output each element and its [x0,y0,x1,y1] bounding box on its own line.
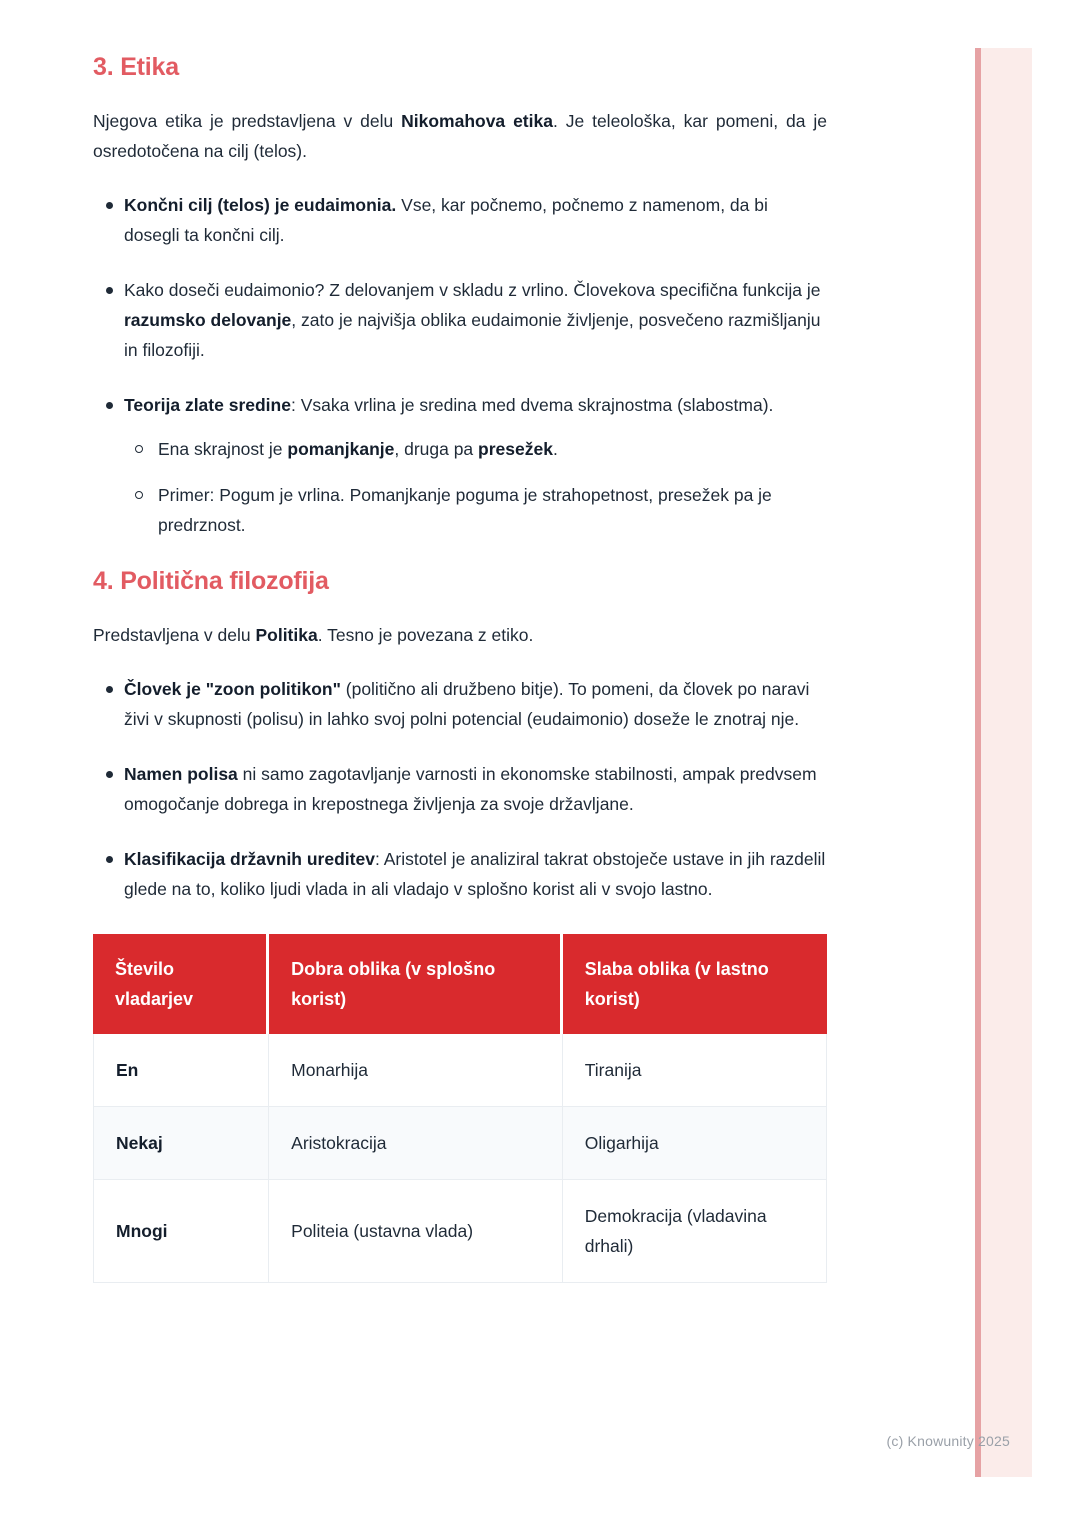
table-cell: Aristokracija [269,1107,563,1180]
bullet-text [124,195,768,245]
section-heading: 4. Politična filozofija [93,567,329,595]
table-row [93,1180,827,1283]
sub-bullet-text [158,485,772,535]
bullet-text [124,395,773,415]
table-cell: Nekaj [93,1107,269,1180]
table-header-cell: Slaba oblika (v lastno korist) [563,934,827,1034]
table-header-row [93,934,827,1034]
bullet-item [93,390,827,540]
note-section [93,566,827,904]
bold-text: pomanjkanje [287,439,395,459]
table-row [93,1034,827,1107]
text: . Tesno je povezana z etiko. [317,625,534,645]
sub-bullet-list [124,434,827,540]
table-cell: Politeia (ustavna vlada) [269,1180,563,1283]
bullet-item [93,844,827,904]
text: : Vsaka vrlina je sredina med dvema skrajnostma (slabostma). [290,395,774,415]
copyright-footer: (c) Knowunity 2025 [886,1433,1010,1449]
bold-text: Namen polisa [124,764,238,784]
bold-text: Politika [255,625,318,645]
text: ni samo zagotavljanje varnosti in ekonomske stabilnosti, ampak predvsem omogočanje dobrega in krepostnega življenja za svoje državljane. [124,764,817,814]
bullet-list [93,674,827,904]
bullet-item [93,190,827,250]
text: Vse, kar počnemo, počnemo z namenom, da bi dosegli ta končni cilj. [124,195,768,245]
text: . [552,439,558,459]
text: . Je teleološka, kar pomeni, da je osredotočena na cilj (telos). [93,111,827,161]
table-cell: Oligarhija [563,1107,827,1180]
bold-text: Nikomahova etika [401,111,553,131]
text: , zato je najvišja oblika eudaimonie življenje, posvečeno razmišljanju in filozofiji. [124,310,821,360]
table-cell: En [93,1034,269,1107]
bullet-item [93,759,827,819]
bold-text: Končni cilj (telos) je eudaimonia. [124,195,397,215]
section-heading: 3. Etika [93,53,179,81]
bullet-item [93,674,827,734]
bullet-text [124,280,820,360]
table-row [93,1107,827,1180]
bullet-text [124,679,809,729]
section-intro [93,106,827,166]
note-section [93,52,827,540]
text: Predstavljena v delu [93,625,256,645]
bold-text: Klasifikacija državnih ureditev [124,849,375,869]
text: Primer: Pogum je vrlina. Pomanjkanje poguma je strahopetnost, presežek pa je predrznost. [158,485,772,535]
text: Kako doseči eudaimonio? Z delovanjem v skladu z vrlino. Človekova specifična funkcija je [124,280,821,300]
text: : Aristotel je analiziral takrat obstoječe ustave in jih razdelil glede na to, koliko ljudi vlada in ali vladajo v splošno korist ali v svojo lastno. [124,849,826,899]
bold-text: presežek [478,439,553,459]
classification-table [93,934,827,1283]
notes-content [93,52,827,1283]
sub-bullet-item [124,434,827,464]
sub-bullet-text [158,439,558,459]
table-cell: Monarhija [269,1034,563,1107]
table-header-cell: Število vladarjev [93,934,269,1034]
table-body [93,1034,827,1283]
bullet-list [93,190,827,540]
text: (politično ali družbeno bitje). To pomeni, da človek po naravi živi v skupnosti (polisu) in lahko svoj polni potencial (eudaimonio) doseže le znotraj nje. [124,679,810,729]
table-header-cell: Dobra oblika (v splošno korist) [269,934,563,1034]
sub-bullet-item [124,480,827,540]
sections [93,52,827,904]
bold-text: Človek je "zoon politikon" [124,679,341,699]
bullet-text [124,764,817,814]
bold-text: razumsko delovanje [124,310,292,330]
text: , druga pa [394,439,479,459]
text: Ena skrajnost je [158,439,288,459]
bullet-item [93,275,827,365]
bold-text: Teorija zlate sredine [124,395,291,415]
classification-table-wrap [93,934,827,1283]
table-cell: Mnogi [93,1180,269,1283]
table-cell: Tiranija [563,1034,827,1107]
table-cell: Demokracija (vladavina drhali) [563,1180,827,1283]
section-intro [93,620,827,650]
text: Njegova etika je predstavljena v delu [93,111,402,131]
bullet-text [124,849,825,899]
page-edge-accent-bar [975,48,1032,1477]
